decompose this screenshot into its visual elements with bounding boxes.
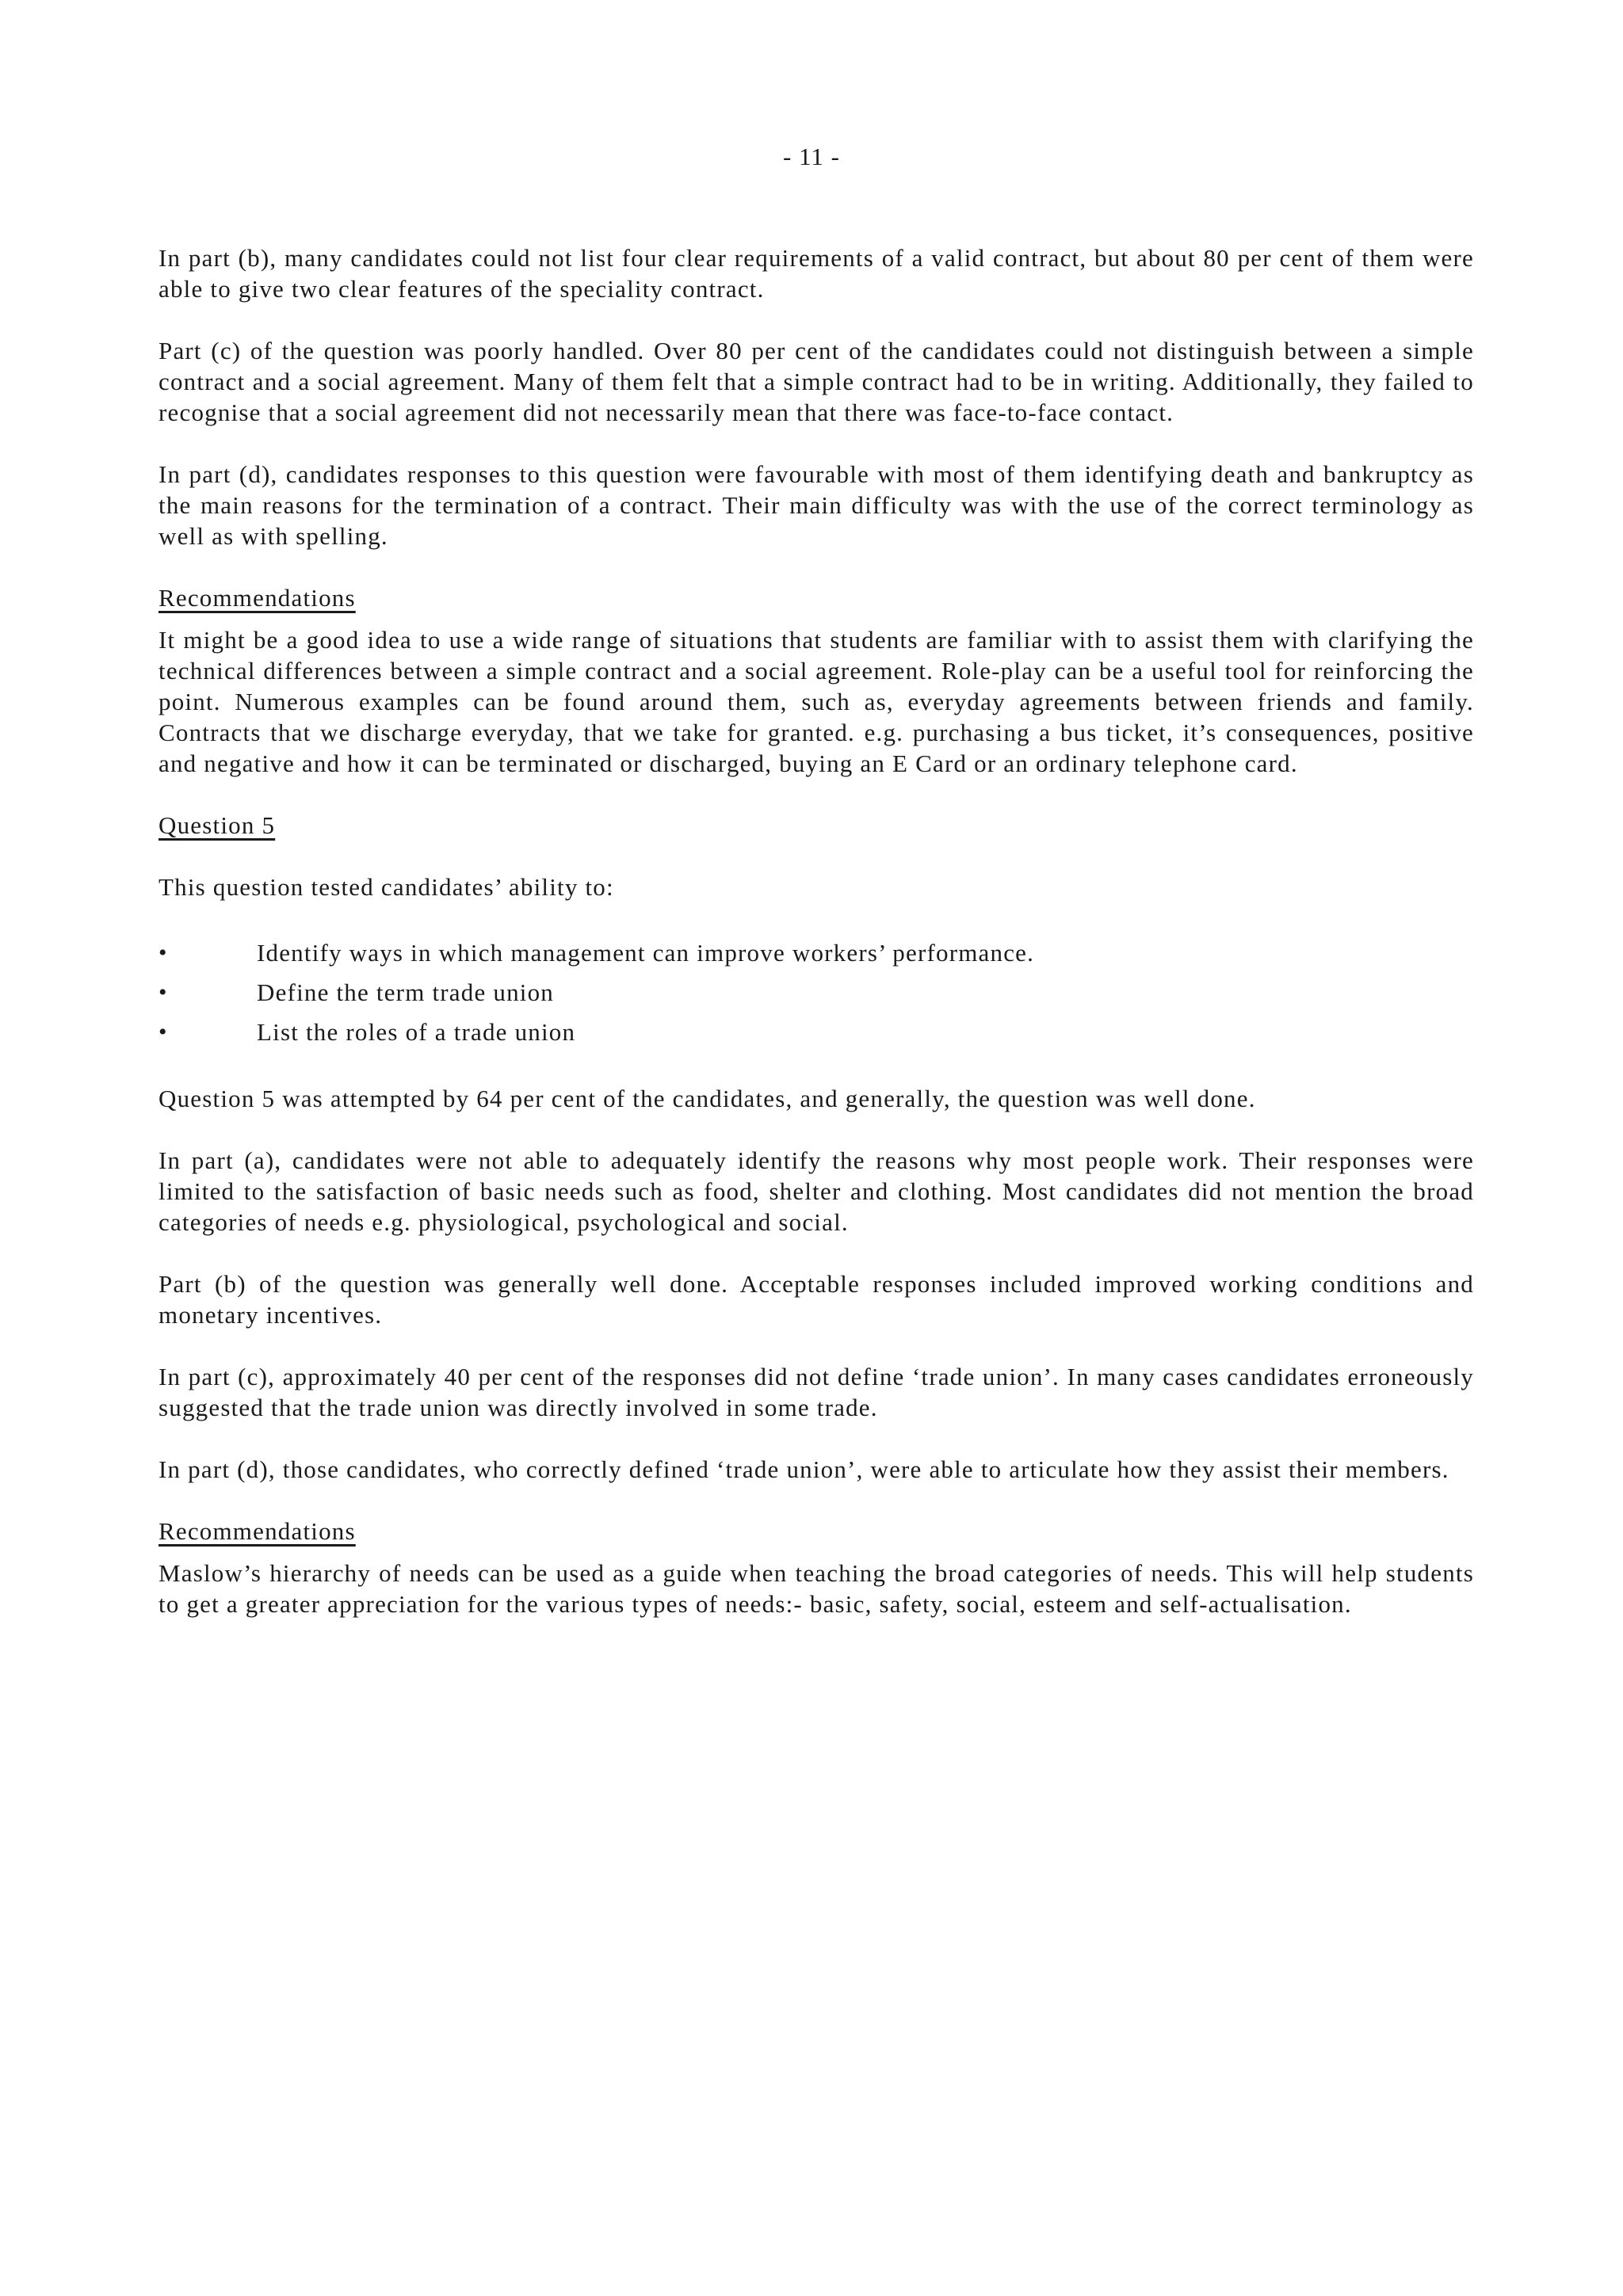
recommendations-text-1: It might be a good idea to use a wide range of situations that students are familiar with to assist them with clarifying the technical differences between a simple contract and a social agreement. Role-play can be a useful tool for reinforcing the point. Numerous examples can be found around them, such as, everyday agreements between friends and family. Contracts that we discharge everyday, that we take for granted. e.g. purchasing a bus ticket, it’s consequences, positive and negative and how it can be terminated or discharged, buying an E Card or an ordinary telephone card. bbox=[158, 626, 1474, 777]
recommendations-heading-1: Recommendations bbox=[158, 584, 356, 612]
list-item bbox=[158, 1013, 1474, 1052]
question-5-part-c: In part (c), approximately 40 per cent of the responses did not define ‘trade union’. In many cases candidates erroneously suggested that the trade union was directly involved in some trade. bbox=[158, 1363, 1474, 1421]
paragraph-part-d: In part (d), candidates responses to this question were favourable with most of them identifying death and bankruptcy as the main reasons for the termination of a contract. Their main difficulty was with the use of the correct terminology as well as with spelling. bbox=[158, 460, 1474, 550]
bullet-icon: • bbox=[158, 1019, 168, 1045]
question-5-heading: Question 5 bbox=[158, 811, 276, 839]
paragraph-part-b: In part (b), many candidates could not list four clear requirements of a valid contract, but about 80 per cent of them were able to give two clear features of the speciality contract. bbox=[158, 244, 1474, 303]
question-5-part-a: In part (a), candidates were not able to adequately identify the reasons why most people work. Their responses were limited to the satisfaction of basic needs such as food, shelter and clothing. Most candidates did not mention the broad categories of needs e.g. physiological, psychological and social. bbox=[158, 1146, 1474, 1236]
question-5-part-b: Part (b) of the question was generally well done. Acceptable responses included improved working conditions and monetary incentives. bbox=[158, 1270, 1474, 1329]
document-body bbox=[158, 242, 1474, 1619]
list-item-text: List the roles of a trade union bbox=[257, 1018, 576, 1046]
question-5-objectives-list bbox=[158, 933, 1474, 1052]
list-item-text: Identify ways in which management can improve workers’ performance. bbox=[257, 939, 1035, 967]
list-item bbox=[158, 933, 1474, 973]
page-number: - 11 - bbox=[783, 143, 840, 170]
list-item bbox=[158, 973, 1474, 1013]
recommendations-text-2: Maslow’s hierarchy of needs can be used as a guide when teaching the broad categories of needs. This will help students to get a greater appreciation for the various types of needs:- basic, safety, social, esteem and self-actualisation. bbox=[158, 1559, 1474, 1618]
question-5-intro: This question tested candidates’ ability to: bbox=[158, 873, 614, 901]
recommendations-heading-2: Recommendations bbox=[158, 1517, 356, 1545]
question-5-part-d: In part (d), those candidates, who correctly defined ‘trade union’, were able to articulate how they assist their members. bbox=[158, 1455, 1449, 1483]
question-5-attempt-summary: Question 5 was attempted by 64 per cent of the candidates, and generally, the question was well done. bbox=[158, 1085, 1256, 1112]
list-item-text: Define the term trade union bbox=[257, 978, 554, 1006]
bullet-icon: • bbox=[158, 979, 168, 1005]
bullet-icon: • bbox=[158, 940, 168, 966]
paragraph-part-c: Part (c) of the question was poorly handled. Over 80 per cent of the candidates could not distinguish between a simple contract and a social agreement. Many of them felt that a simple contract had to be in writing. Additionally, they failed to recognise that a social agreement did not necessarily mean that there was face-to-face contact. bbox=[158, 337, 1474, 426]
